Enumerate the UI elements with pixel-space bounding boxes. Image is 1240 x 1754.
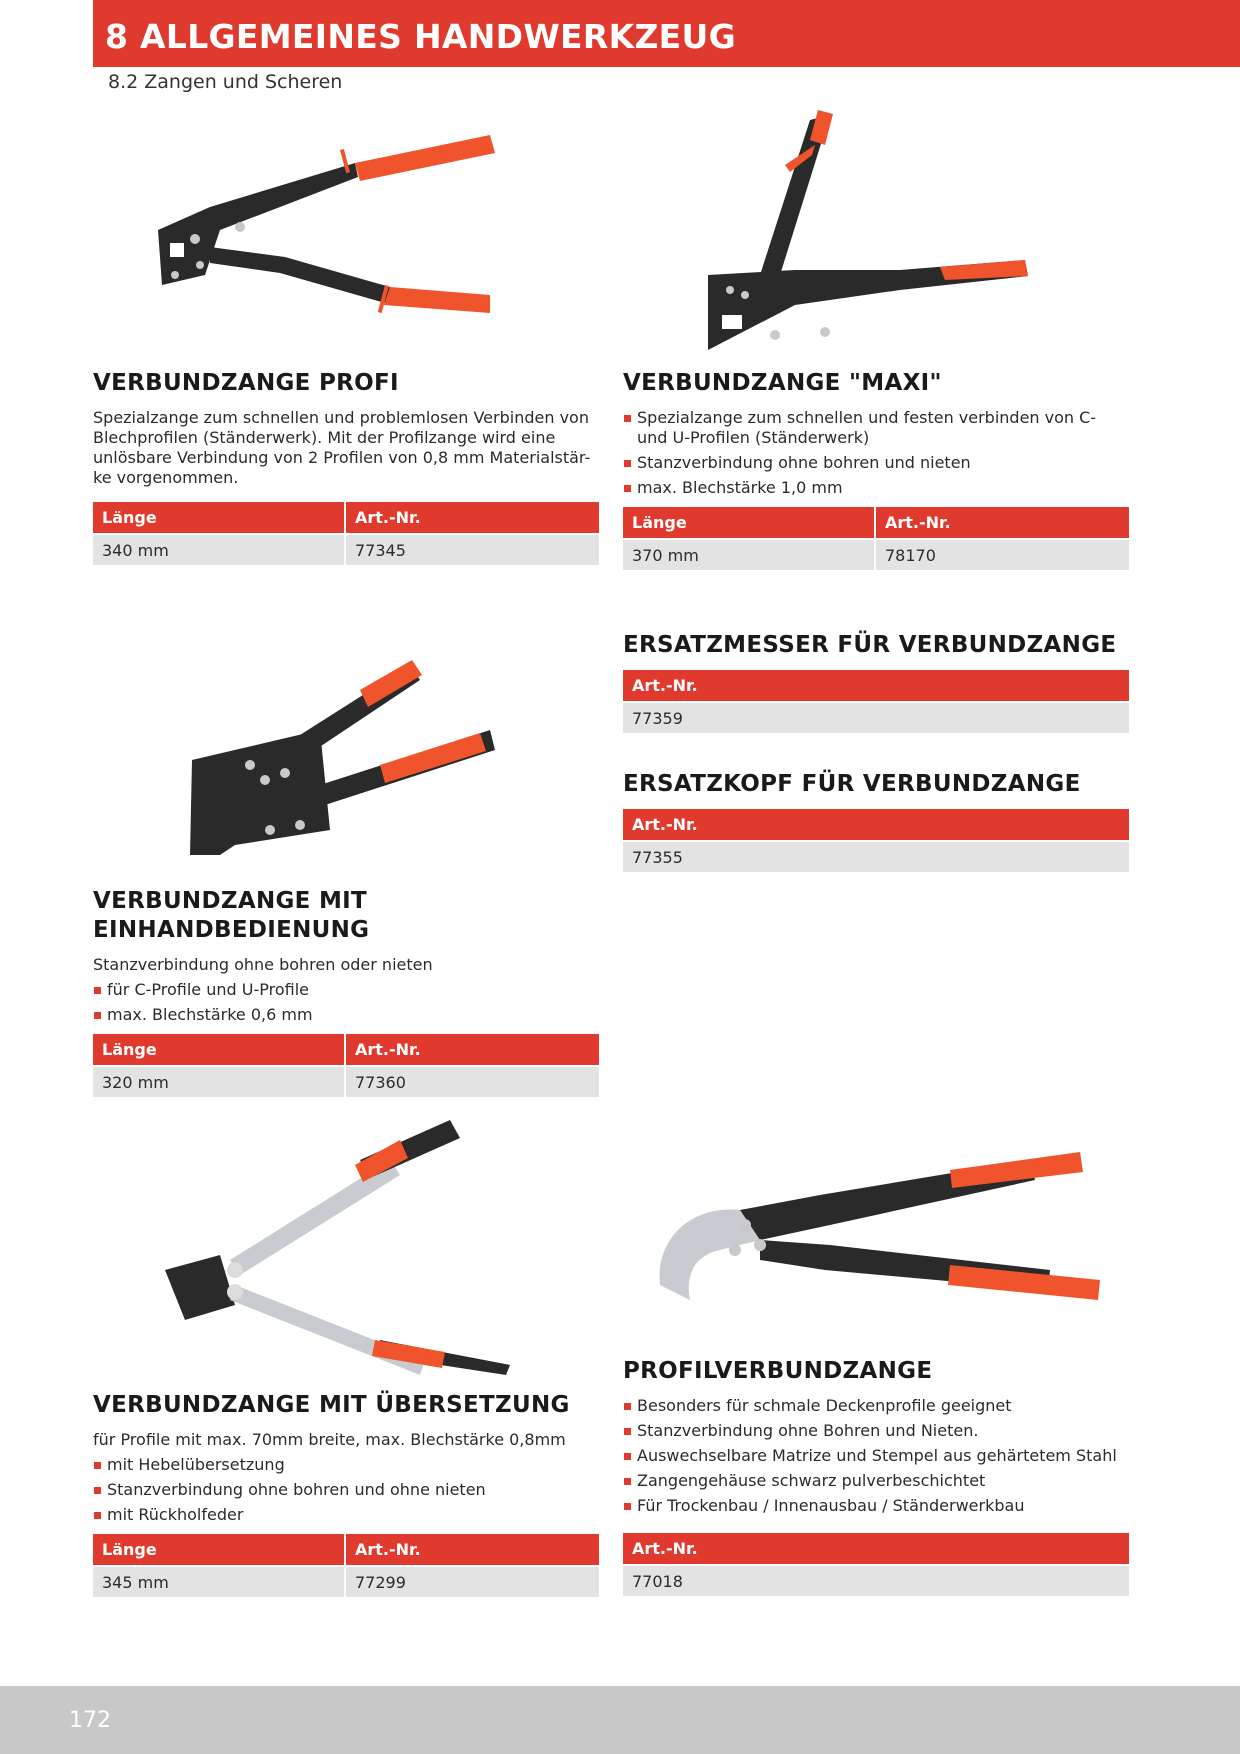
table-cell: 345 mm [93, 1565, 346, 1597]
table-header: Art.-Nr. [346, 1034, 599, 1065]
list-item: Auswechselbare Matrize und Stempel aus gehärtetem Stahl [623, 1446, 1129, 1466]
table-header: Länge [623, 507, 876, 538]
table-cell: 340 mm [93, 533, 346, 565]
list-item: Stanzverbindung ohne Bohren und Nieten. [623, 1421, 1129, 1441]
table-row [623, 840, 1129, 872]
feature-list [623, 408, 1129, 498]
product-verbundzange-profi [93, 369, 599, 565]
table-cell: 78170 [876, 538, 1129, 570]
spec-table [623, 507, 1129, 570]
product-verbundzange-einhand [93, 887, 599, 1097]
table-row [623, 538, 1129, 570]
product-title: VERBUNDZANGE "MAXI" [623, 370, 942, 396]
product-profilverbundzange [623, 1357, 1129, 1596]
page-number: 172 [69, 1708, 111, 1733]
table-cell: 320 mm [93, 1065, 346, 1097]
table-cell: 77018 [623, 1564, 1129, 1596]
chapter-header-bar [93, 0, 1240, 67]
table-cell: 370 mm [623, 538, 876, 570]
spec-table [93, 1034, 599, 1097]
list-item: mit Hebelübersetzung [93, 1455, 599, 1475]
product-photo-verbundzange-einhand [180, 655, 520, 860]
table-header: Länge [93, 1034, 346, 1065]
product-photo-verbundzange-uebersetzung [160, 1120, 520, 1375]
list-item: max. Blechstärke 1,0 mm [623, 478, 1129, 498]
product-title: VERBUNDZANGE PROFI [93, 370, 399, 396]
list-item: Zangengehäuse schwarz pulverbeschichtet [623, 1471, 1129, 1491]
product-verbundzange-uebersetzung [93, 1391, 599, 1597]
table-cell: 77360 [346, 1065, 599, 1097]
table-row [93, 1065, 599, 1097]
feature-list [623, 1396, 1129, 1516]
table-row [623, 701, 1129, 733]
product-description: Stanzverbindung ohne bohren oder nieten [93, 955, 433, 974]
product-description: für Profile mit max. 70mm breite, max. Blechstärke 0,8mm [93, 1430, 566, 1449]
product-photo-verbundzange-profi [140, 135, 500, 350]
spec-table [623, 809, 1129, 872]
table-row [93, 533, 599, 565]
spec-table [623, 1533, 1129, 1596]
product-verbundzange-maxi [623, 369, 1129, 570]
table-header: Art.-Nr. [623, 670, 1129, 701]
table-cell: 77355 [623, 840, 1129, 872]
list-item: für C-Profile und U-Profile [93, 980, 599, 1000]
table-header: Art.-Nr. [623, 1533, 1129, 1564]
product-title: ERSATZMESSER FÜR VERBUNDZANGE [623, 632, 1117, 658]
table-header: Art.-Nr. [346, 502, 599, 533]
table-cell: 77345 [346, 533, 599, 565]
product-title: VERBUNDZANGE MIT EINHANDBEDIENUNG [93, 888, 370, 943]
list-item: Stanzverbindung ohne bohren und nieten [623, 453, 1129, 473]
feature-list [93, 1455, 599, 1525]
page-footer [0, 1686, 1240, 1754]
table-header: Art.-Nr. [876, 507, 1129, 538]
list-item: Stanzverbindung ohne bohren und ohne nieten [93, 1480, 599, 1500]
table-header: Art.-Nr. [623, 809, 1129, 840]
chapter-title: 8 ALLGEMEINES HANDWERKZEUG [105, 17, 736, 56]
list-item: mit Rückholfeder [93, 1505, 599, 1525]
table-row [93, 1565, 599, 1597]
table-cell: 77299 [346, 1565, 599, 1597]
table-header: Länge [93, 502, 346, 533]
spec-table [93, 1534, 599, 1597]
product-title: PROFILVERBUNDZANGE [623, 1358, 933, 1384]
table-header: Länge [93, 1534, 346, 1565]
list-item: max. Blechstärke 0,6 mm [93, 1005, 599, 1025]
product-title: VERBUNDZANGE MIT ÜBERSETZUNG [93, 1392, 570, 1418]
spec-table [623, 670, 1129, 733]
feature-list [93, 980, 599, 1025]
product-title: ERSATZKOPF FÜR VERBUNDZANGE [623, 771, 1081, 797]
list-item: Besonders für schmale Deckenprofile geeignet [623, 1396, 1129, 1416]
product-photo-verbundzange-maxi [700, 110, 1045, 355]
table-header: Art.-Nr. [346, 1534, 599, 1565]
list-item: Spezialzange zum schnellen und festen verbinden von C- und U-Profilen (Ständerwerk) [623, 408, 1129, 448]
table-cell: 77359 [623, 701, 1129, 733]
product-photo-profilverbundzange [650, 1140, 1100, 1330]
product-ersatzmesser [623, 631, 1129, 733]
table-row [623, 1564, 1129, 1596]
spec-table [93, 502, 599, 565]
product-description: Spezialzange zum schnellen und problemlosen Verbinden von Blechprofilen (Ständerwerk). Mit der Profilzange wird eine unlösbare Verbindung von 2 Profilen von 0,8 mm Materialstär-ke vorgenommen. [93, 408, 591, 487]
product-ersatzkopf [623, 770, 1129, 872]
list-item: Für Trockenbau / Innenausbau / Ständerwerkbau [623, 1496, 1129, 1516]
section-subtitle: 8.2 Zangen und Scheren [108, 71, 343, 93]
